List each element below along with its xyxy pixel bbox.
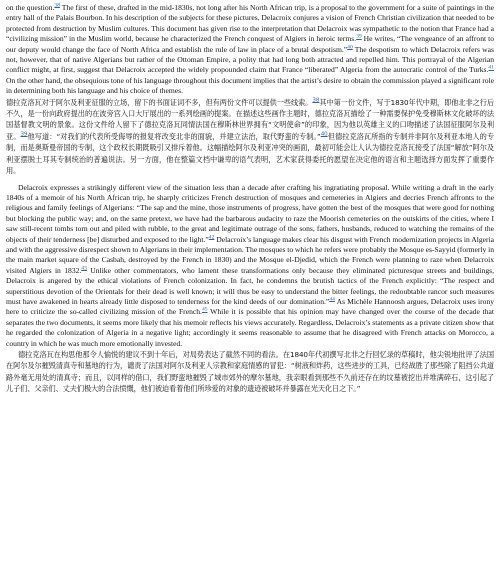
footnote-ref-39[interactable]: 39 <box>356 33 362 40</box>
text-run: The first of these, drafted in the mid-1830s, not long after his North African trip, is a proposal to the government for a suite of paintings in the entry hall of the Palais Bourbon. In his description of the subjects for these pictures, Delacroix conjures a vision of French Christian civilization that needed to be protected from destruction by Muslim cultures. This document has given rise to the interpretation that Delacroix was sympathetic to the notion that France had a “civilizing mission” in the Muslim world, because he characterized the French conquest of Algiers in heroic terms. <box>6 3 494 44</box>
text-run: He writes, “The vengeance of an affront to our deputy would change the face of North Africa and establish the rule of law in place of a brutal despotism.” <box>6 34 494 54</box>
text-run: Delacroix’s language makes clear his disgust with French modernization projects in Algeria and with the aggressive disrespect shown to Algerians in their implementation. The mosques to which he refers were probably the Mosque es-Sayyid (formerly in the main market square of the Casbah, destroyed by the French in 1830) and the Mosque el-Djedid, which the French were planning to raze when Delacroix visited Algiers in 1832. <box>6 234 495 275</box>
paragraph-zh-1 <box>6 97 494 177</box>
text-run: The despotism to which Delacroix refers was not, however, that of native Algerians but rather of the Ottoman Empire, a polity that had long both attracted and repelled him. This portrayal of the Algerian conflict might, at first, suggest that Delacroix accepted the widely propounded claim that France “liberated” Algeria from the autocratic control of the Turks. <box>6 44 494 75</box>
text-run: 但德拉克洛瓦所指的专制并非阿尔及利亚本地人的专制，而是奥斯曼帝国的专制，这个政权长期既吸引又排斥着他。这幅描绘阿尔及利亚冲突的画面，最初可能会让人认为德拉克洛瓦接受了法国“解放”阿尔及利亚摆脱土耳其专制统治的普遍说法。另一方面，他在整篇文档中谦卑的语气表明，艺术家获得委托的愿望在决定他的语言和主题选择方面发挥了重要作用。 <box>6 131 494 176</box>
footnote-ref-42[interactable]: 42 <box>208 234 215 240</box>
text-run: 德拉克洛瓦对于阿尔及利亚征服的立场，留下的书面证词不多，但有两份文件可以提供一些线索。 <box>6 97 313 107</box>
text-run: 他写道：“对我们的代表所受侮辱的报复将改变北非的面貌，并建立法治，取代野蛮的专制。” <box>27 131 321 141</box>
text-run: 德拉克洛瓦在构思他那令人愉悦的建议不到十年后，对局势表达了截然不同的看法。在1840年代初撰写北非之行回忆录的草稿时，他尖锐地批评了法国在阿尔及尔摧毁清真寺和墓地的行为，谴责了法国对阿尔及利亚人宗教和家庭情感的冒犯：“树液和炸药，这些进步的工具，已经战胜了那些除了阻挡公共道路外毫无用处的清真寺；而且，以同样的借口，我们野蛮地摧毁了城市郊外的摩尔墓地，我亲眼看到那些不久前还存在的坟墓被挖出并堆满碎石，这引起了儿子们、父亲们、丈夫们极大的合法愤慨，他们被迫看着他们所珍爱的对象的遗迹被破坏并暴露在光天化日之下。” <box>6 350 494 394</box>
footnote-ref-43[interactable]: 43 <box>81 265 87 272</box>
footnote-ref-39[interactable]: 39 <box>20 131 28 138</box>
footnote-ref-41[interactable]: 41 <box>488 64 494 71</box>
text-run: Unlike other commentators, who lament these transformations only because they eliminated picturesque streets and buildings, Delacroix is angered by the ethical violations of French colonization. In fact, he condemns the brutish tactics of the French explicitly: “The respect and superstitious devotion of the Orientals for their dead is well known; it will thus be easy to understand the bitter feelings, the redoubtable rancor such measures must have awakened in hearts already little disposed to tenderness for the kind deeds of our domination.” <box>6 265 494 306</box>
footnote-ref-38[interactable]: 38 <box>54 2 60 9</box>
text-run: As Michèle Hannoosh argues, Delacroix uses irony here to criticize the so-called civilizing mission of the French. <box>6 296 494 317</box>
paragraph-en-2 <box>6 183 494 350</box>
footnote-ref-44[interactable]: 44 <box>329 296 335 303</box>
text-run: While it is possible that his opinion may have changed over the course of the decade that separates the two documents, it seems more likely that his memoir reflects his views accurately. Regardless, Delacroix’s statements as a private citizen show that he regarded the colonization of Algeria in a negative light; accordingly it seems reasonable to assume that he disagreed with French attacks on Morocco, a country in which he was much more emotionally invested. <box>6 307 495 348</box>
paragraph-zh-2 <box>6 349 494 395</box>
footnote-ref-45[interactable]: 45 <box>201 306 208 313</box>
footnote-ref-40[interactable]: 40 <box>347 44 353 51</box>
footnote-ref-38[interactable]: 38 <box>312 97 320 104</box>
text-run: On the other hand, the obsequious tone of his language throughout this document implies that the artist’s desire to obtain the commission played a significant role in determining both his language and his choice of themes. <box>6 75 494 96</box>
footnote-ref-40[interactable]: 40 <box>320 131 328 138</box>
paragraph-en-1 <box>6 3 494 97</box>
text-run: 其中第一份文件，写于1830年代中期，即他北非之行后不久，是一份向政府提出的在波旁宫入口大厅展出的一系列绘画的提案。在描述这些画作主题时，德拉克洛瓦描绘了一种需要保护免受穆斯林文化破坏的法国基督教文明的景象。这份文件给人留下了德拉克洛瓦同情法国在穆斯林世界拥有“文明使命”的印象，因为他以英雄主义的口吻描述了法国征服阿尔及利亚。 <box>6 97 494 141</box>
text-run: Delacroix expresses a strikingly different view of the situation less than a decade after crafting his ingratiating proposal. While writing a draft in the early 1840s of a memoir of his North African trip, he sharply criticizes French destruction of mosques and cemeteries in Algiers and decries French affronts to the religious and family feelings of Algerians: “The sap and the mine, those instruments of progress, have gotten the best of the mosques that were good for nothing but blocking the public way; and, on the same pretext, we have had the barbarous audacity to raze the Moorish cemeteries on the outskirts of the cities, where I saw still-recent tombs torn out and piled with rubble, to the great and legitimate outrage of the sons, fathers, husbands, reduced to watching the remains of the objects of their tenderness [be] disturbed and exposed to the light.” <box>6 182 494 244</box>
text-run: on the question. <box>6 3 55 12</box>
